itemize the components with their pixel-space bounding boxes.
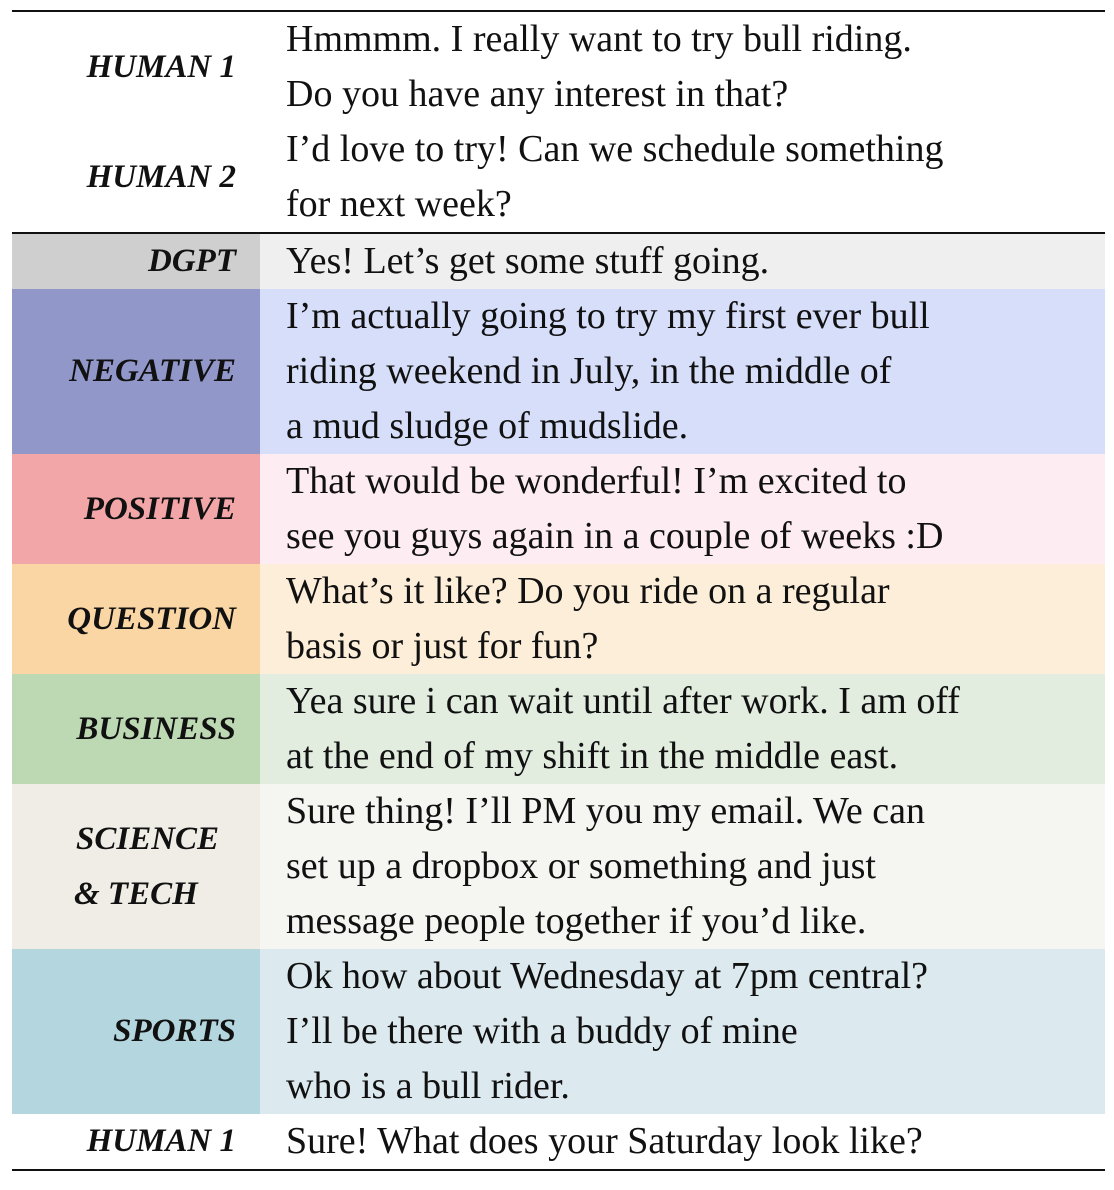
row-text: Yes! Let’s get some stuff going. [260,234,1105,289]
row-label: BUSINESS [12,674,260,784]
row-positive [12,454,1105,564]
row-text: Sure thing! I’ll PM you my email. We can set up a dropbox or something and just message people together if you’d like. [260,784,1105,949]
row-negative [12,289,1105,454]
bottom-rule [12,1169,1105,1171]
row-text: Hmmmm. I really want to try bull riding. Do you have any interest in that? [286,18,912,115]
row-question [12,564,1105,674]
row-text: That would be wonderful! I’m excited to see you guys again in a couple of weeks :D [260,454,1105,564]
row-label: HUMAN 1 [86,1123,236,1159]
row-human-1-final [12,1114,1105,1169]
row-text: Sure! What does your Saturday look like? [286,1120,923,1162]
row-text: I’d love to try! Can we schedule something for next week? [286,128,944,225]
row-science-tech [12,784,1105,949]
row-label: HUMAN 2 [86,158,236,195]
row-dgpt [12,234,1105,289]
row-label: QUESTION [12,564,260,674]
dialogue-table [12,10,1105,1171]
row-sports [12,949,1105,1114]
row-label: HUMAN 1 [86,48,236,85]
row-human-1 [12,12,1105,122]
row-text: Ok how about Wednesday at 7pm central? I’ll be there with a buddy of mine who is a bull rider. [260,949,1105,1114]
row-label: NEGATIVE [12,289,260,454]
row-label: POSITIVE [12,454,260,564]
row-label: SPORTS [12,949,260,1114]
row-label: SCIENCE & TECH [12,784,260,949]
row-text: What’s it like? Do you ride on a regular basis or just for fun? [260,564,1105,674]
row-text: I’m actually going to try my first ever bull riding weekend in July, in the middle of a mud sludge of mudslide. [260,289,1105,454]
row-human-2 [12,122,1105,232]
row-business [12,674,1105,784]
row-text: Yea sure i can wait until after work. I am off at the end of my shift in the middle east. [260,674,1105,784]
row-label: DGPT [12,234,260,289]
